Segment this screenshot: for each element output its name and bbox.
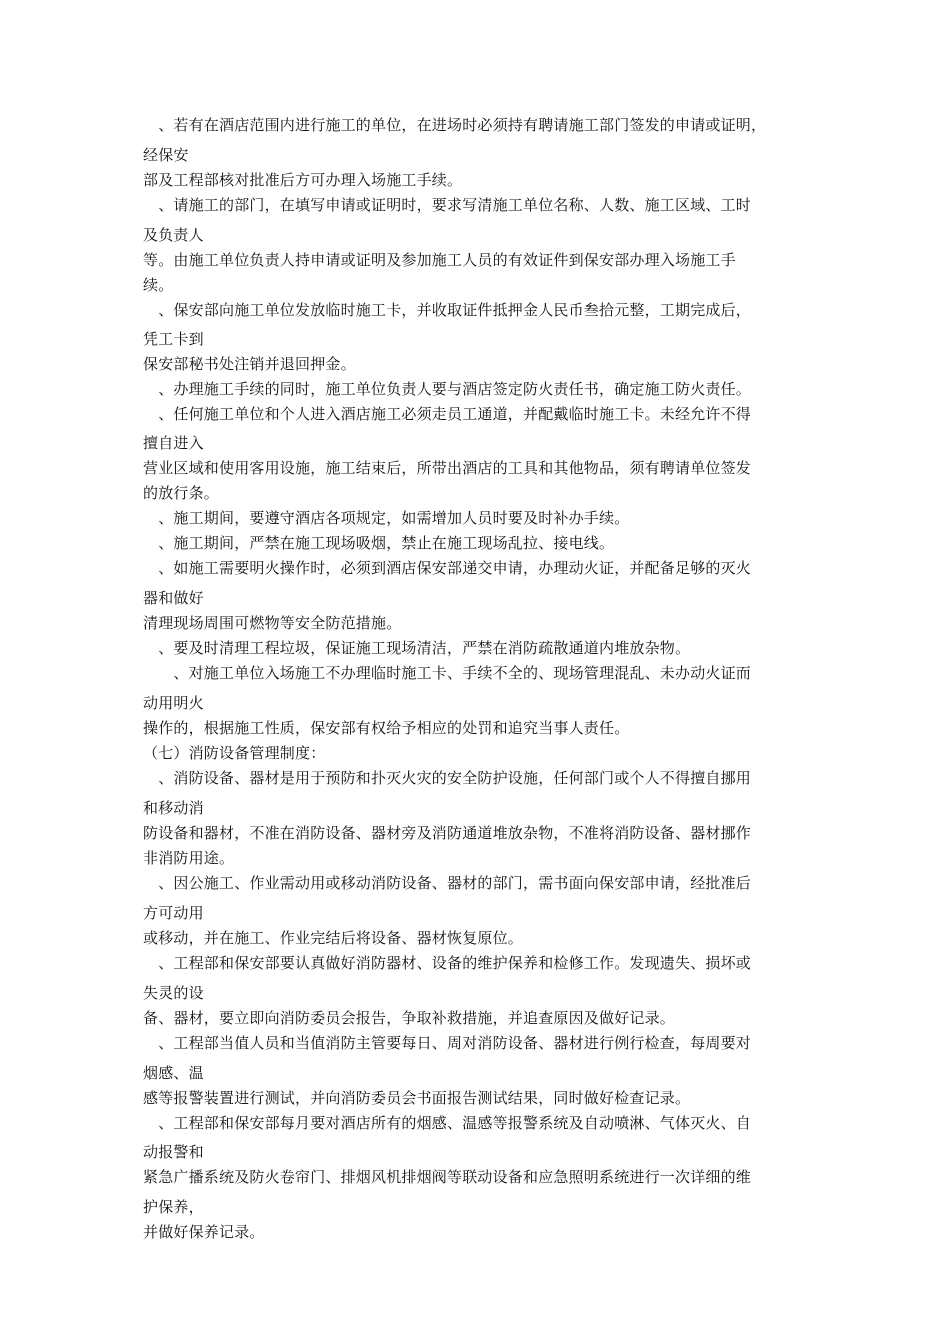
text-line: 烟感、温 xyxy=(143,1064,204,1082)
text-line: 非消防用途。 xyxy=(143,849,235,867)
text-line: 、工程部当值人员和当值消防主管要每日、周对消防设备、器材进行例行检查，每周要对 xyxy=(143,1034,752,1052)
text-line: 、保安部向施工单位发放临时施工卡，并收取证件抵押金人民币叁拾元整，工期完成后， xyxy=(143,301,752,319)
text-line: 等。由施工单位负责人持申请或证明及参加施工人员的有效证件到保安部办理入场施工手 xyxy=(143,251,736,269)
text-line: 、因公施工、作业需动用或移动消防设备、器材的部门，需书面向保安部申请，经批准后 xyxy=(143,874,752,892)
text-line: 操作的，根据施工性质，保安部有权给予相应的处罚和追究当事人责任。 xyxy=(143,719,630,737)
text-line: 部及工程部核对批准后方可办理入场施工手续。 xyxy=(143,171,463,189)
text-line: 、对施工单位入场施工不办理临时施工卡、手续不全的、现场管理混乱、未办动火证而 xyxy=(143,664,752,682)
text-line: 保安部秘书处注销并退回押金。 xyxy=(143,355,356,373)
text-line: 、施工期间，严禁在施工现场吸烟，禁止在施工现场乱拉、接电线。 xyxy=(143,534,615,552)
text-line: 并做好保养记录。 xyxy=(143,1223,265,1241)
text-line: 和移动消 xyxy=(143,799,204,817)
text-line: 方可动用 xyxy=(143,904,204,922)
text-line: 紧急广播系统及防火卷帘门、排烟风机排烟阀等联动设备和应急照明系统进行一次详细的维 xyxy=(143,1168,752,1186)
text-line: 、要及时清理工程垃圾，保证施工现场清洁，严禁在消防疏散通道内堆放杂物。 xyxy=(143,639,691,657)
text-line: 凭工卡到 xyxy=(143,330,204,348)
text-line: 清理现场周围可燃物等安全防范措施。 xyxy=(143,614,402,632)
text-line: 防设备和器材，不准在消防设备、器材旁及消防通道堆放杂物，不准将消防设备、器材挪作 xyxy=(143,824,752,842)
text-line: 营业区域和使用客用设施，施工结束后，所带出酒店的工具和其他物品，须有聘请单位签发 xyxy=(143,459,752,477)
text-line: 、请施工的部门，在填写申请或证明时，要求写清施工单位名称、人数、施工区域、工时 xyxy=(143,196,752,214)
text-line: 动报警和 xyxy=(143,1143,204,1161)
text-line: 、办理施工手续的同时，施工单位负责人要与酒店签定防火责任书，确定施工防火责任。 xyxy=(143,380,752,398)
text-line: 、若有在酒店范围内进行施工的单位，在进场时必须持有聘请施工部门签发的申请或证明， xyxy=(143,116,767,134)
text-line: 器和做好 xyxy=(143,589,204,607)
text-line: 或移动，并在施工、作业完结后将设备、器材恢复原位。 xyxy=(143,929,524,947)
text-line: 擅自进入 xyxy=(143,434,204,452)
text-line: 备、器材，要立即向消防委员会报告，争取补救措施，并追查原因及做好记录。 xyxy=(143,1009,676,1027)
text-line: 续。 xyxy=(143,276,174,294)
text-line: 失灵的设 xyxy=(143,984,204,1002)
text-line: 、如施工需要明火操作时，必须到酒店保安部递交申请，办理动火证，并配备足够的灭火 xyxy=(143,559,752,577)
text-line: 护保养， xyxy=(143,1198,204,1216)
text-line: 、施工期间，要遵守酒店各项规定，如需增加人员时要及时补办手续。 xyxy=(143,509,630,527)
text-line: 、工程部和保安部每月要对酒店所有的烟感、温感等报警系统及自动喷淋、气体灭火、自 xyxy=(143,1114,752,1132)
text-line: 动用明火 xyxy=(143,694,204,712)
text-line: 及负责人 xyxy=(143,226,204,244)
text-line: （七）消防设备管理制度： xyxy=(143,744,326,762)
text-line: 、消防设备、器材是用于预防和扑灭火灾的安全防护设施，任何部门或个人不得擅自挪用 xyxy=(143,769,752,787)
text-line: 经保安 xyxy=(143,146,189,164)
text-line: 的放行条。 xyxy=(143,484,220,502)
text-line: 感等报警装置进行测试，并向消防委员会书面报告测试结果，同时做好检查记录。 xyxy=(143,1089,691,1107)
text-line: 、任何施工单位和个人进入酒店施工必须走员工通道，并配戴临时施工卡。未经允许不得 xyxy=(143,405,752,423)
text-line: 、工程部和保安部要认真做好消防器材、设备的维护保养和检修工作。发现遗失、损坏或 xyxy=(143,954,752,972)
